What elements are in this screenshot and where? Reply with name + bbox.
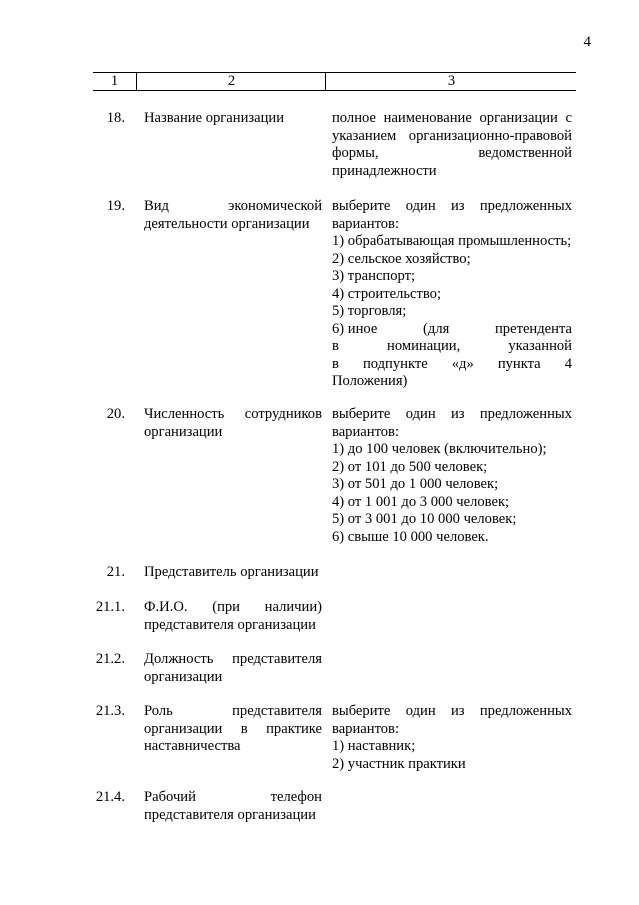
field-name: Рабочий телефон представителя организации xyxy=(144,789,322,823)
field-description xyxy=(332,703,572,773)
word: 4 xyxy=(564,355,572,372)
list-item-line xyxy=(332,338,572,356)
list-item: 5) торговля; xyxy=(332,303,407,319)
list-item: 1) наставник; xyxy=(332,738,416,754)
list-item: 2) участник практики xyxy=(332,755,466,772)
options-intro: выберите один из предложенных вариантов: xyxy=(332,198,572,232)
list-item: 3) от 501 до 1 000 человек; xyxy=(332,476,499,492)
row-number: 19. xyxy=(106,198,125,214)
word: «д» xyxy=(451,355,474,372)
header-col-1: 1 xyxy=(110,73,119,89)
list-item-line: Положения) xyxy=(332,373,408,389)
row-number: 21. xyxy=(106,564,125,580)
row-number: 21.2. xyxy=(95,651,125,667)
options-list xyxy=(332,441,572,546)
options-list xyxy=(332,233,572,321)
field-name: Представитель организации xyxy=(144,564,319,580)
word: претендента xyxy=(494,320,572,337)
table-header xyxy=(93,72,576,91)
header-col-3: 3 xyxy=(325,73,577,90)
header-col-2: 2 xyxy=(136,73,326,90)
page-number: 4 xyxy=(583,34,591,50)
list-item: 4) от 1 001 до 3 000 человек; xyxy=(332,493,510,510)
options-intro: выберите один из предложенных вариантов: xyxy=(332,406,572,440)
word: 6) иное xyxy=(332,320,378,337)
field-name: Численность сотрудников организации xyxy=(144,406,322,440)
list-item-line xyxy=(332,321,572,339)
options-intro: выберите один из предложенных вариантов: xyxy=(332,703,572,737)
list-item: 3) транспорт; xyxy=(332,268,416,284)
list-item: 2) сельское хозяйство; xyxy=(332,250,471,267)
field-description xyxy=(332,198,572,391)
field-name: Роль представителя организации в практике наставничества xyxy=(144,703,322,754)
list-item: 1) до 100 человек (включительно); xyxy=(332,441,547,457)
list-item: 6) свыше 10 000 человек. xyxy=(332,528,489,545)
field-name: Ф.И.О. (при наличии) представителя организации xyxy=(144,599,322,633)
word: подпункте xyxy=(362,355,428,372)
list-item: 2) от 101 до 500 человек; xyxy=(332,458,488,475)
row-number: 21.4. xyxy=(95,789,125,805)
word: пункта xyxy=(497,355,541,372)
field-description xyxy=(332,406,572,546)
options-list xyxy=(332,738,572,773)
list-item: 4) строительство; xyxy=(332,285,442,302)
field-name: Должность представителя организации xyxy=(144,651,322,685)
row-number: 20. xyxy=(106,406,125,422)
row-number: 21.3. xyxy=(95,703,125,719)
word: указанной xyxy=(508,338,572,354)
row-number: 21.1. xyxy=(95,599,125,615)
field-description: полное наименование организации с указанием организационно-правовой формы, ведомственной принадлежности xyxy=(332,110,572,179)
list-item-line xyxy=(332,356,572,374)
word: (для xyxy=(423,320,450,337)
row-number: 18. xyxy=(106,110,125,126)
word: номинации, xyxy=(387,338,461,354)
field-name: Вид экономической деятельности организации xyxy=(144,198,322,232)
field-name: Название организации xyxy=(144,110,285,126)
word: в xyxy=(332,355,339,372)
list-item: 1) обрабатывающая промышленность; xyxy=(332,233,572,249)
word: в xyxy=(332,338,339,354)
list-item: 5) от 3 001 до 10 000 человек; xyxy=(332,511,517,527)
